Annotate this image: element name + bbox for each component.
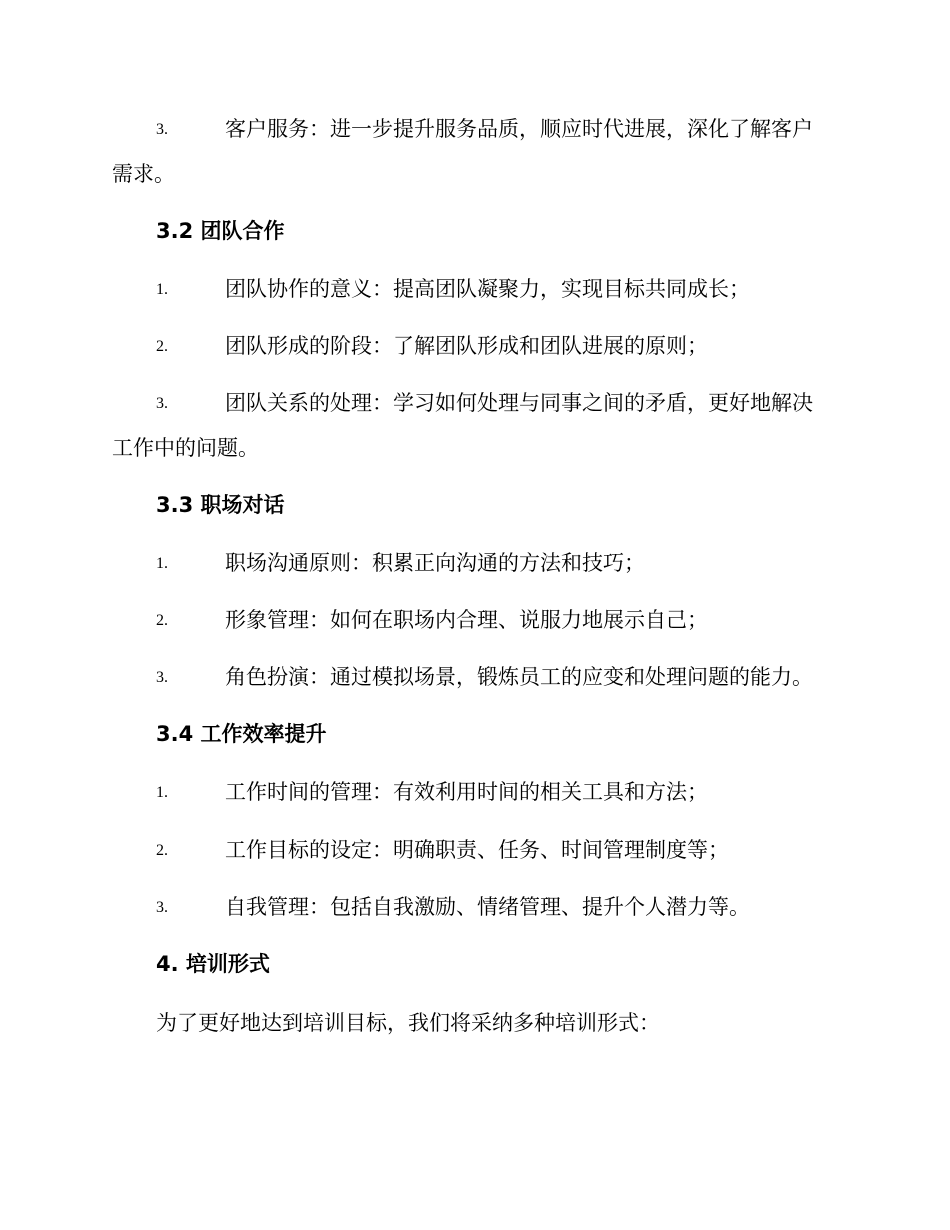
list-item [112, 541, 837, 586]
list-item [112, 381, 837, 471]
list-number: 3. [156, 121, 168, 138]
list-number: 1. [156, 555, 168, 572]
list-text-line1: 工作时间的管理：有效利用时间的相关工具和方法； [225, 780, 708, 804]
list-number: 3. [156, 669, 168, 686]
list-text-line1: 工作目标的设定：明确职责、任务、时间管理制度等； [225, 838, 729, 862]
list-text-line1: 团队关系的处理：学习如何处理与同事之间的矛盾，更好地解决 [225, 391, 813, 415]
list-number: 1. [156, 281, 168, 298]
list-item [112, 770, 837, 815]
list-text-line1: 形象管理：如何在职场内合理、说服力地展示自己； [225, 608, 708, 632]
section-heading-3-2: 3.2 团队合作 [156, 219, 285, 243]
list-text-line1: 团队形成的阶段：了解团队形成和团队进展的原则； [225, 334, 708, 358]
list-item [112, 655, 837, 700]
list-item [112, 885, 837, 930]
list-item [112, 324, 837, 369]
list-text-line1: 职场沟通原则：积累正向沟通的方法和技巧； [225, 551, 645, 575]
list-text-line2: 需求。 [112, 162, 175, 186]
list-number: 3. [156, 395, 168, 412]
list-text-line1: 角色扮演：通过模拟场景，锻炼员工的应变和处理问题的能力。 [225, 665, 813, 689]
list-item [112, 267, 837, 312]
list-item [112, 598, 837, 643]
section-heading-3-3: 3.3 职场对话 [156, 493, 285, 517]
list-number: 2. [156, 612, 168, 629]
section-intro-paragraph: 为了更好地达到培训目标，我们将采纳多种培训形式： [156, 1011, 660, 1035]
list-text-line1: 团队协作的意义：提高团队凝聚力，实现目标共同成长； [225, 277, 750, 301]
list-number: 2. [156, 842, 168, 859]
section-heading-4: 4. 培训形式 [156, 952, 270, 976]
section-heading-3-4: 3.4 工作效率提升 [156, 722, 327, 746]
list-number: 1. [156, 784, 168, 801]
list-text-line2: 工作中的问题。 [112, 436, 259, 460]
list-item [112, 107, 837, 197]
list-number: 3. [156, 899, 168, 916]
list-text-line1: 客户服务：进一步提升服务品质，顺应时代进展，深化了解客户 [225, 117, 813, 141]
list-text-line1: 自我管理：包括自我激励、情绪管理、提升个人潜力等。 [225, 895, 750, 919]
list-number: 2. [156, 338, 168, 355]
list-item [112, 828, 837, 873]
